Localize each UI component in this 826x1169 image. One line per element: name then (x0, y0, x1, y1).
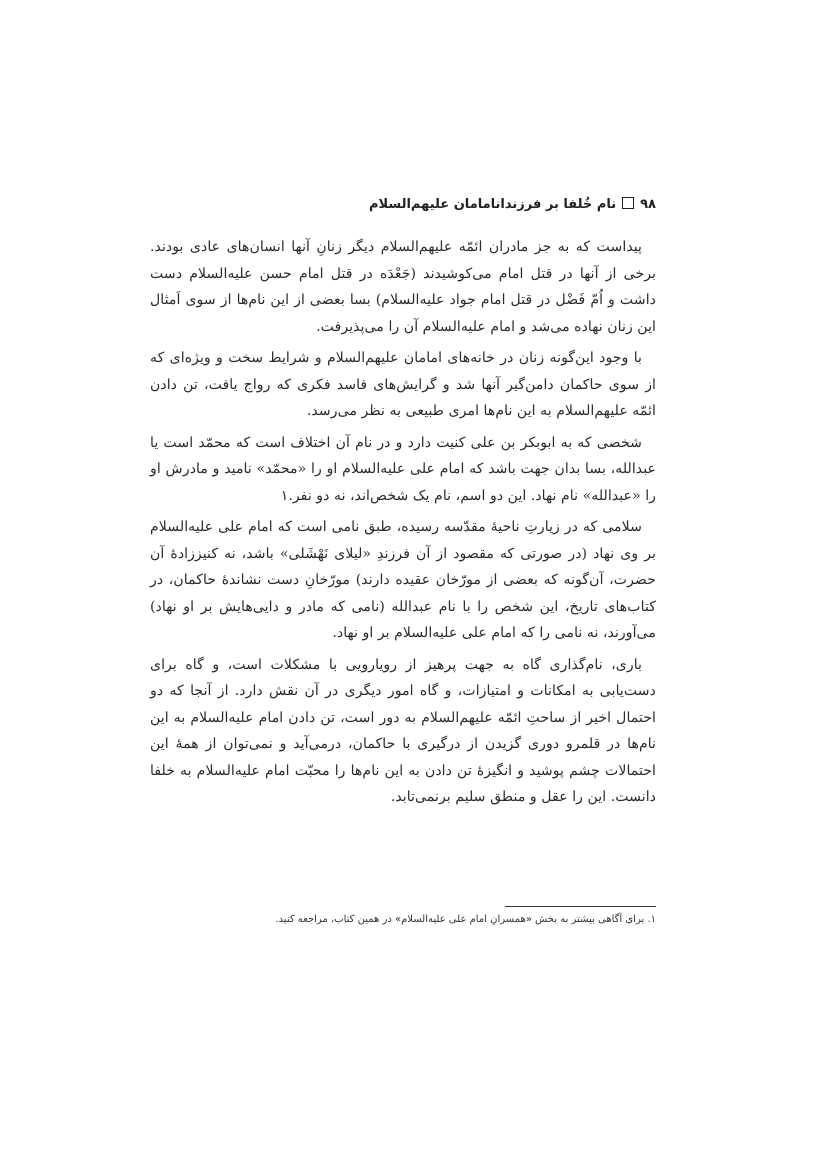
paragraph: پیداست که به جز مادران ائمّه علیهم‌السلام دیگر زنانِ آنها انسان‌های عادی بودند. برخی از آنها در قتل امام می‌کوشیدند (جَعْدَه در قتل امام حسن علیه‌السلام دست داشت و اُمّ فَضْل در قتل امام جواد علیه‌السلام) بسا بعضی از این نام‌ها از سوی اَمثال این زنان نهاده می‌شد و امام علیه‌السلام آن را می‌پذیرفت. (150, 239, 656, 335)
page-number: ۹۸ (640, 197, 656, 212)
body-text (150, 234, 656, 816)
footnote-divider (505, 906, 656, 907)
header-square-icon (622, 197, 634, 209)
paragraph: شخصی که به ابوبکر بن علی کنیت دارد و در نام آن اختلاف است که محمّد است یا عبدالله، بسا بدان جهت باشد که امام علی علیه‌السلام او را «محمّد» نامید و مادرش او را «عبدالله» نام نهاد. این دو اسم، نام یک شخص‌اند، نه دو نفر.۱ (150, 434, 656, 504)
paragraph: با وجود این‌گونه زنان در خانه‌های امامان علیهم‌السلام و شرایط سخت و ویژه‌ای که از سوی حاکمان دامن‌گیر آنها شد و گرایش‌های فاسد فکری که رواج یافت، تن دادن ائمّه علیهم‌السلام به این نام‌ها امری طبیعی به نظر می‌رسد. (150, 350, 656, 419)
footnote: ۱. برای آگاهی بیشتر به بخش «همسرانِ امام علی علیه‌السلام» در همین کتاب، مراجعه کنید. (275, 914, 656, 925)
paragraph: باری، نام‌گذاری گاه به جهت پرهیز از رویارویی با مشکلات است، و گاه برای دست‌یابی به امکانات و امتیازات، و گاه امور دیگری در آن نقش دارد. از آنجا که دو احتمال اخیر از ساحتِ ائمّه علیهم‌السلام به دور است، تن دادن امام علیه‌السلام به این نام‌ها در قلمرو دوری گزیدن از درگیری با حاکمان، درمی‌آید و نمی‌توان از همهٔ این احتمالات چشم پوشید و انگیزهٔ تن دادن به این نام‌ها را محبّت امام علیه‌السلام به خلفا دانست. این را عقل و منطق سلیم برنمی‌تابد. (150, 656, 656, 805)
running-title: نام خُلفا بر فرزندانامامان علیهم‌السلام (368, 197, 617, 212)
paragraph: سلامی که در زیارتِ ناحیهٔ مقدّسه رسیده، طبق نامی است که امام علی علیه‌السلام بر وی نهاد (در صورتی که مقصود از آن فرزندِ «لیلای نَهْشَلی» باشد، نه کنیززادهٔ آن حضرت، آن‌گونه که بعضی از مورّخان عقیده دارند) مورّخانِ دست نشاندهٔ حاکمان، در کتاب‌های تاریخ، این شخص را با نام عبدالله (نامی که مادر و دایی‌هایش بر او نهاد) می‌آورند، نه نامی را که امام علی علیه‌السلام بر او نهاد. (150, 519, 656, 641)
running-header (150, 197, 656, 212)
